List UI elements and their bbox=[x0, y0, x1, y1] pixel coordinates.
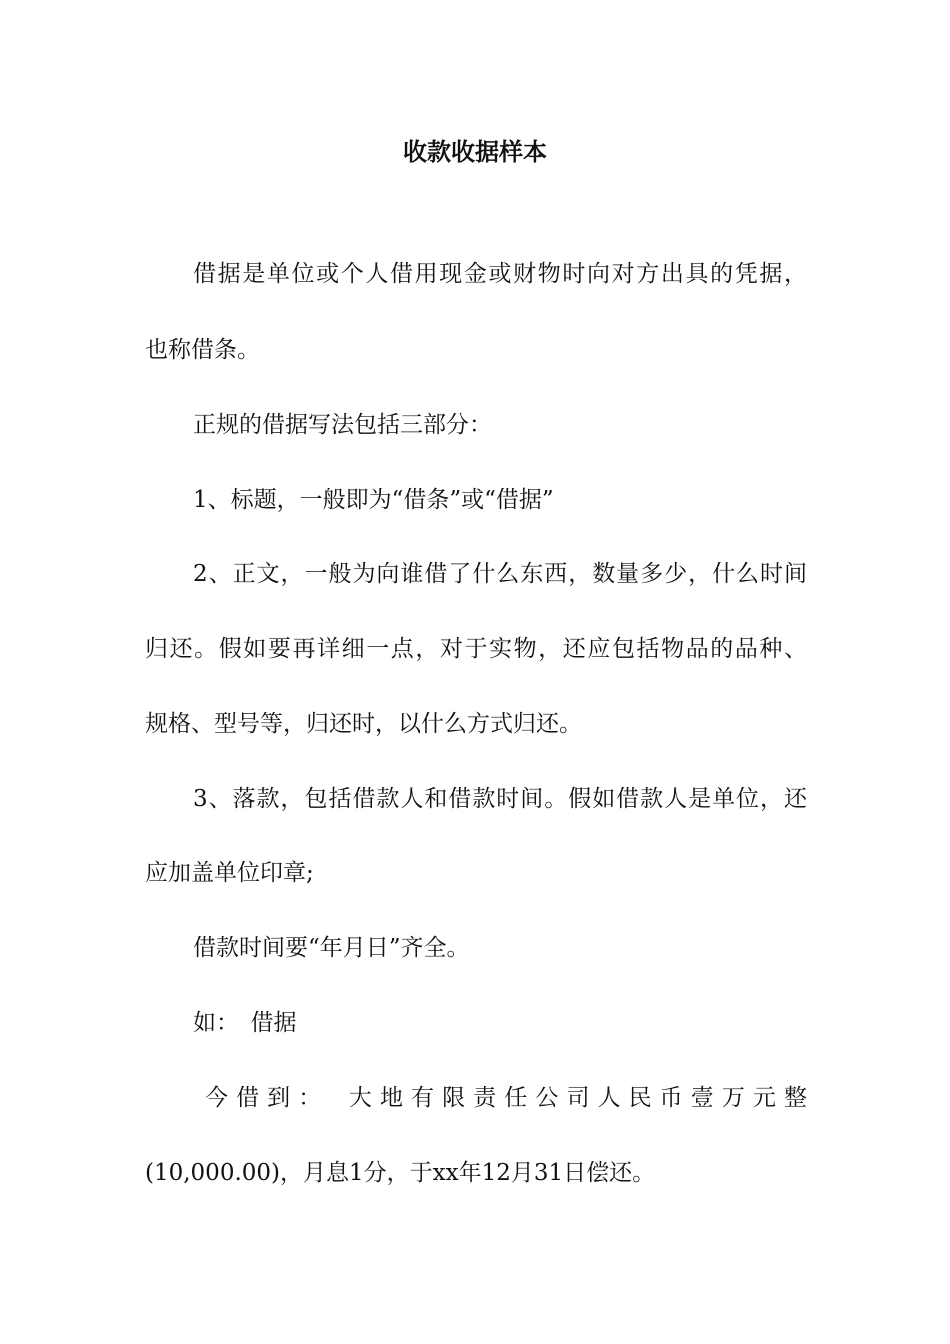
paragraph-line: 规格、型号等，归还时，以什么方式归还。 bbox=[145, 711, 582, 737]
list-item: 3、落款，包括借款人和借款时间。假如借款人是单位，还 bbox=[193, 786, 807, 812]
example-line: 今借到： 大地有限责任公司人民币壹万元整 bbox=[205, 1085, 807, 1111]
example-label: 如： 借据 bbox=[193, 1010, 297, 1036]
example-line: (10,000.00)，月息1分，于xx年12月31日偿还。 bbox=[145, 1160, 656, 1186]
list-item: 2、正文，一般为向谁借了什么东西，数量多少，什么时间 bbox=[193, 561, 807, 587]
list-item: 1、标题，一般即为“借条”或“借据” bbox=[193, 487, 554, 513]
paragraph-line: 正规的借据写法包括三部分： bbox=[193, 412, 492, 438]
paragraph-line: 借据是单位或个人借用现金或财物时向对方出具的凭据， bbox=[193, 261, 807, 287]
paragraph-line: 借款时间要“年月日”齐全。 bbox=[193, 935, 470, 961]
paragraph-line: 应加盖单位印章; bbox=[145, 860, 314, 886]
paragraph-line: 归还。假如要再详细一点，对于实物，还应包括物品的品种、 bbox=[145, 636, 807, 662]
document-title: 收款收据样本 bbox=[403, 137, 547, 166]
paragraph-line: 也称借条。 bbox=[145, 337, 260, 363]
